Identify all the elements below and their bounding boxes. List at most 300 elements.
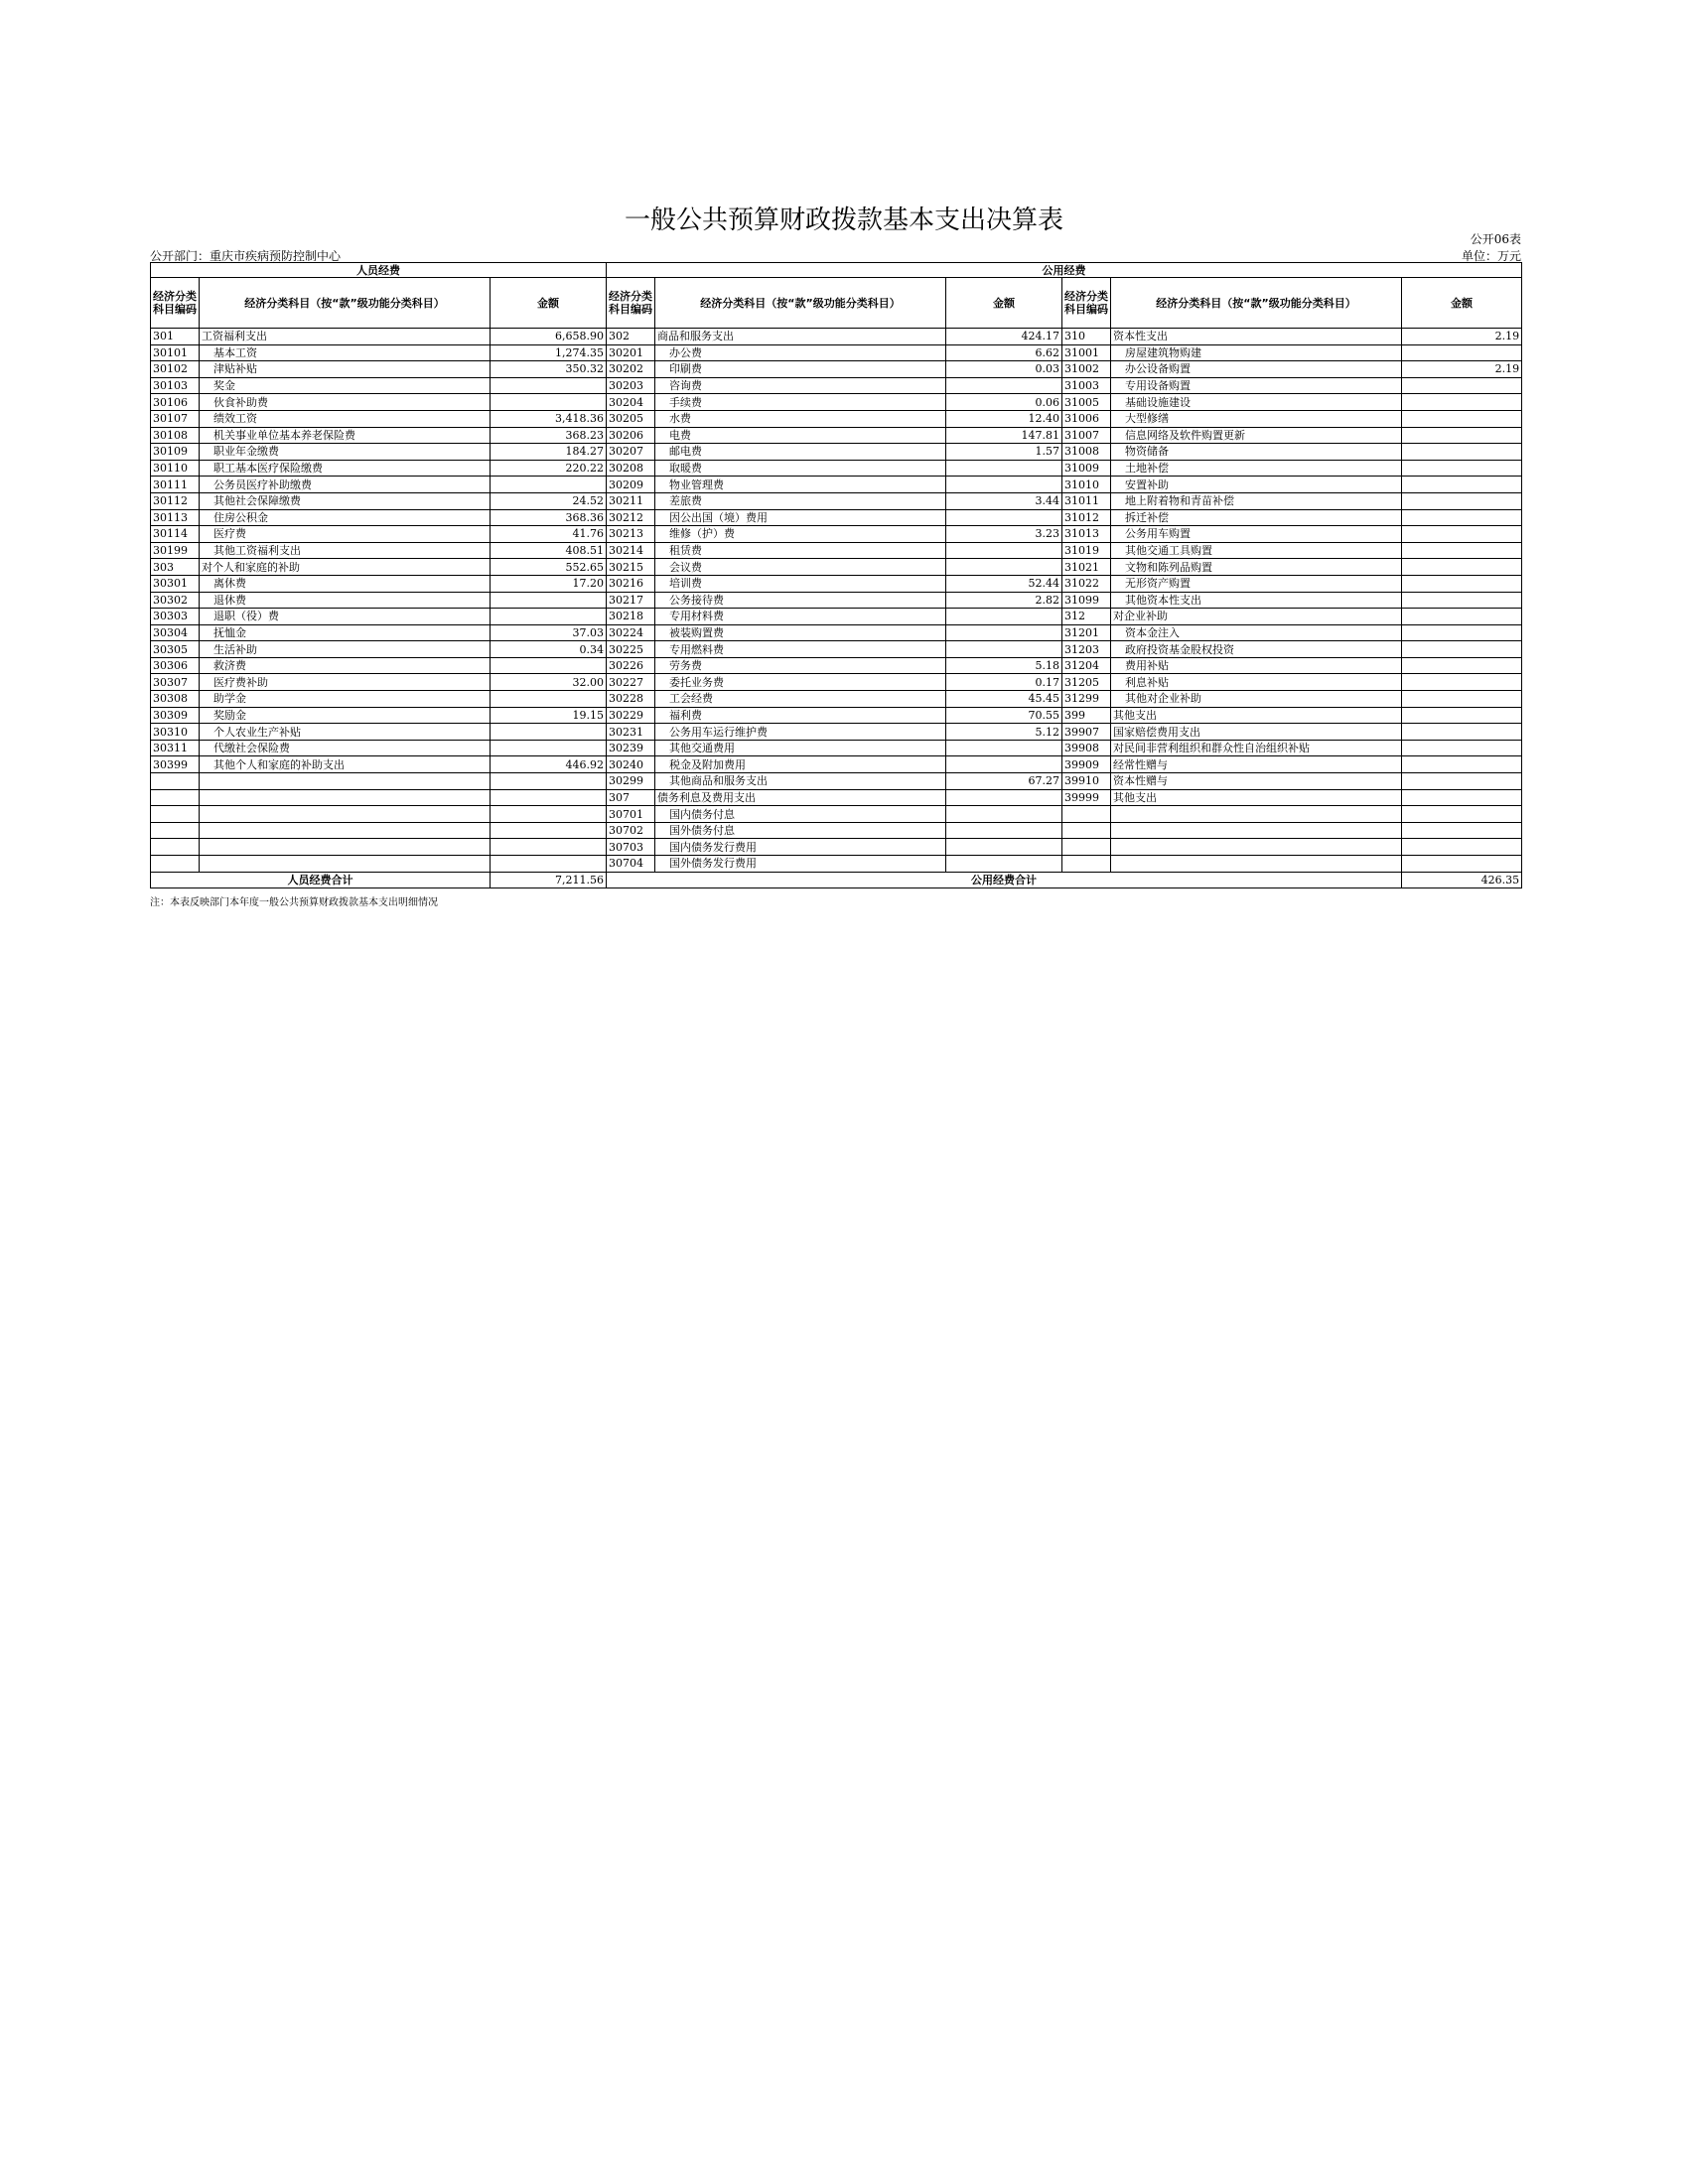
code-cell: 31201 xyxy=(1062,624,1111,641)
amount-cell: 6.62 xyxy=(946,344,1062,361)
table-row xyxy=(151,427,1522,444)
name-cell: 专用材料费 xyxy=(655,609,946,625)
name-cell: 职工基本医疗保险缴费 xyxy=(200,460,491,477)
code-cell xyxy=(151,806,200,823)
code-cell xyxy=(151,839,200,856)
name-cell: 住房公积金 xyxy=(200,509,491,526)
amount-cell: 32.00 xyxy=(491,674,607,691)
code-cell: 30228 xyxy=(607,691,655,708)
table-row xyxy=(151,575,1522,592)
amount-cell xyxy=(1402,641,1522,658)
amount-cell: 368.23 xyxy=(491,427,607,444)
name-cell: 信息网络及软件购置更新 xyxy=(1111,427,1402,444)
code-cell: 302 xyxy=(607,329,655,345)
code-cell: 30310 xyxy=(151,724,200,741)
amount-cell xyxy=(1402,575,1522,592)
amount-cell xyxy=(1402,756,1522,773)
code-cell: 30304 xyxy=(151,624,200,641)
name-cell: 代缴社会保险费 xyxy=(200,740,491,756)
name-cell: 国外债务发行费用 xyxy=(655,856,946,873)
name-cell: 取暖费 xyxy=(655,460,946,477)
code-cell: 30207 xyxy=(607,444,655,461)
name-cell: 资本性赠与 xyxy=(1111,773,1402,790)
amount-cell xyxy=(1402,624,1522,641)
code-cell: 30109 xyxy=(151,444,200,461)
name-cell: 退休费 xyxy=(200,592,491,609)
code-cell: 30113 xyxy=(151,509,200,526)
table-row xyxy=(151,509,1522,526)
amount-cell xyxy=(1402,377,1522,394)
code-cell: 30206 xyxy=(607,427,655,444)
code-cell: 30704 xyxy=(607,856,655,873)
table-row xyxy=(151,641,1522,658)
code-cell: 30213 xyxy=(607,526,655,543)
name-cell: 其他商品和服务支出 xyxy=(655,773,946,790)
name-cell: 地上附着物和青苗补偿 xyxy=(1111,492,1402,509)
code-cell: 30102 xyxy=(151,361,200,378)
code-cell: 31013 xyxy=(1062,526,1111,543)
code-cell xyxy=(1062,806,1111,823)
name-cell: 专用设备购置 xyxy=(1111,377,1402,394)
name-cell: 税金及附加费用 xyxy=(655,756,946,773)
code-cell: 30108 xyxy=(151,427,200,444)
code-cell: 30201 xyxy=(607,344,655,361)
name-cell xyxy=(1111,856,1402,873)
amount-cell xyxy=(1402,806,1522,823)
amount-cell xyxy=(1402,509,1522,526)
amount-cell: 147.81 xyxy=(946,427,1062,444)
name-cell: 会议费 xyxy=(655,559,946,576)
code-cell: 30101 xyxy=(151,344,200,361)
table-row xyxy=(151,822,1522,839)
name-cell: 房屋建筑物购建 xyxy=(1111,344,1402,361)
amount-cell: 45.45 xyxy=(946,691,1062,708)
table-row xyxy=(151,674,1522,691)
name-cell: 物业管理费 xyxy=(655,477,946,493)
code-cell: 30308 xyxy=(151,691,200,708)
code-cell xyxy=(1062,839,1111,856)
amount-cell xyxy=(491,477,607,493)
code-cell: 31099 xyxy=(1062,592,1111,609)
code-cell: 30299 xyxy=(607,773,655,790)
amount-cell: 2.19 xyxy=(1402,329,1522,345)
code-cell: 31001 xyxy=(1062,344,1111,361)
amount-cell xyxy=(491,806,607,823)
name-cell: 其他工资福利支出 xyxy=(200,542,491,559)
amount-cell xyxy=(1402,822,1522,839)
amount-cell: 0.03 xyxy=(946,361,1062,378)
name-cell: 其他交通费用 xyxy=(655,740,946,756)
code-cell xyxy=(151,822,200,839)
amount-cell: 0.34 xyxy=(491,641,607,658)
table-row xyxy=(151,856,1522,873)
code-cell: 30239 xyxy=(607,740,655,756)
table-row xyxy=(151,542,1522,559)
code-cell: 303 xyxy=(151,559,200,576)
name-cell: 工会经费 xyxy=(655,691,946,708)
name-cell: 其他交通工具购置 xyxy=(1111,542,1402,559)
code-cell: 30111 xyxy=(151,477,200,493)
name-cell: 对民间非营利组织和群众性自治组织补贴 xyxy=(1111,740,1402,756)
amount-cell: 0.06 xyxy=(946,394,1062,411)
name-cell: 机关事业单位基本养老保险费 xyxy=(200,427,491,444)
code-cell: 30302 xyxy=(151,592,200,609)
amount-cell xyxy=(946,756,1062,773)
name-cell: 其他资本性支出 xyxy=(1111,592,1402,609)
amount-cell: 70.55 xyxy=(946,707,1062,724)
amount-cell xyxy=(1402,344,1522,361)
amount-cell xyxy=(946,377,1062,394)
amount-cell xyxy=(1402,477,1522,493)
table-row xyxy=(151,707,1522,724)
code-cell: 31022 xyxy=(1062,575,1111,592)
amount-cell xyxy=(491,724,607,741)
col-amount-header: 金额 xyxy=(946,278,1062,329)
code-cell: 30199 xyxy=(151,542,200,559)
code-cell xyxy=(151,789,200,806)
amount-cell xyxy=(946,740,1062,756)
col-amount-header: 金额 xyxy=(1402,278,1522,329)
amount-cell xyxy=(1402,740,1522,756)
amount-cell xyxy=(1402,856,1522,873)
code-cell: 30214 xyxy=(607,542,655,559)
name-cell: 公务接待费 xyxy=(655,592,946,609)
amount-cell xyxy=(491,740,607,756)
code-cell: 39907 xyxy=(1062,724,1111,741)
amount-cell: 552.65 xyxy=(491,559,607,576)
name-cell: 其他支出 xyxy=(1111,789,1402,806)
name-cell: 专用燃料费 xyxy=(655,641,946,658)
table-body xyxy=(151,329,1522,873)
code-cell: 30216 xyxy=(607,575,655,592)
name-cell: 租赁费 xyxy=(655,542,946,559)
amount-cell xyxy=(1402,492,1522,509)
expenditure-table xyxy=(150,262,1522,888)
amount-cell xyxy=(946,609,1062,625)
name-cell: 因公出国（境）费用 xyxy=(655,509,946,526)
code-cell: 30205 xyxy=(607,410,655,427)
amount-cell xyxy=(491,822,607,839)
name-cell: 大型修缮 xyxy=(1111,410,1402,427)
amount-cell: 1,274.35 xyxy=(491,344,607,361)
name-cell: 国内债务付息 xyxy=(655,806,946,823)
name-cell xyxy=(200,789,491,806)
code-cell: 30301 xyxy=(151,575,200,592)
name-cell: 其他个人和家庭的补助支出 xyxy=(200,756,491,773)
amount-cell: 24.52 xyxy=(491,492,607,509)
col-code-header: 经济分类科目编码 xyxy=(607,278,655,329)
name-cell: 无形资产购置 xyxy=(1111,575,1402,592)
amount-cell xyxy=(491,592,607,609)
name-cell: 其他对企业补助 xyxy=(1111,691,1402,708)
code-cell: 307 xyxy=(607,789,655,806)
code-cell: 31007 xyxy=(1062,427,1111,444)
amount-cell: 2.82 xyxy=(946,592,1062,609)
amount-cell xyxy=(1402,839,1522,856)
code-cell: 31205 xyxy=(1062,674,1111,691)
name-cell: 基础设施建设 xyxy=(1111,394,1402,411)
amount-cell: 37.03 xyxy=(491,624,607,641)
name-cell: 邮电费 xyxy=(655,444,946,461)
name-cell xyxy=(1111,806,1402,823)
code-cell: 30231 xyxy=(607,724,655,741)
amount-cell: 350.32 xyxy=(491,361,607,378)
amount-cell: 17.20 xyxy=(491,575,607,592)
code-cell: 30114 xyxy=(151,526,200,543)
code-cell: 30107 xyxy=(151,410,200,427)
amount-cell xyxy=(491,839,607,856)
amount-cell xyxy=(491,394,607,411)
total-personnel-value: 7,211.56 xyxy=(491,872,607,888)
amount-cell xyxy=(491,609,607,625)
table-row xyxy=(151,756,1522,773)
amount-cell: 424.17 xyxy=(946,329,1062,345)
name-cell: 国家赔偿费用支出 xyxy=(1111,724,1402,741)
name-cell: 医疗费补助 xyxy=(200,674,491,691)
amount-cell xyxy=(1402,410,1522,427)
amount-cell xyxy=(491,856,607,873)
name-cell: 公务用车购置 xyxy=(1111,526,1402,543)
section-personnel-header: 人员经费 xyxy=(151,263,607,278)
table-row xyxy=(151,609,1522,625)
amount-cell xyxy=(491,789,607,806)
amount-cell xyxy=(1402,691,1522,708)
amount-cell: 6,658.90 xyxy=(491,329,607,345)
table-row xyxy=(151,526,1522,543)
amount-cell xyxy=(1402,657,1522,674)
code-cell xyxy=(1062,856,1111,873)
code-cell: 30211 xyxy=(607,492,655,509)
name-cell: 医疗费 xyxy=(200,526,491,543)
name-cell: 费用补贴 xyxy=(1111,657,1402,674)
name-cell: 福利费 xyxy=(655,707,946,724)
name-cell: 对个人和家庭的补助 xyxy=(200,559,491,576)
unit-label: 单位：万元 xyxy=(1461,249,1521,263)
code-cell: 30306 xyxy=(151,657,200,674)
code-cell: 30307 xyxy=(151,674,200,691)
name-cell: 劳务费 xyxy=(655,657,946,674)
name-cell: 手续费 xyxy=(655,394,946,411)
name-cell: 安置补助 xyxy=(1111,477,1402,493)
total-public-label: 公用经费合计 xyxy=(607,872,1402,888)
name-cell: 物资储备 xyxy=(1111,444,1402,461)
name-cell: 拆迁补偿 xyxy=(1111,509,1402,526)
col-code-header: 经济分类科目编码 xyxy=(151,278,200,329)
name-cell: 其他社会保障缴费 xyxy=(200,492,491,509)
name-cell: 水费 xyxy=(655,410,946,427)
code-cell: 30204 xyxy=(607,394,655,411)
table-row xyxy=(151,592,1522,609)
amount-cell: 41.76 xyxy=(491,526,607,543)
code-cell xyxy=(151,856,200,873)
name-cell: 被装购置费 xyxy=(655,624,946,641)
name-cell: 咨询费 xyxy=(655,377,946,394)
code-cell: 30103 xyxy=(151,377,200,394)
table-row xyxy=(151,361,1522,378)
amount-cell xyxy=(946,839,1062,856)
code-cell: 31203 xyxy=(1062,641,1111,658)
col-name-header: 经济分类科目（按“款”级功能分类科目） xyxy=(1111,278,1402,329)
amount-cell: 5.18 xyxy=(946,657,1062,674)
table-row xyxy=(151,492,1522,509)
code-cell: 31003 xyxy=(1062,377,1111,394)
name-cell: 退职（役）费 xyxy=(200,609,491,625)
code-cell: 31012 xyxy=(1062,509,1111,526)
table-row xyxy=(151,477,1522,493)
name-cell: 绩效工资 xyxy=(200,410,491,427)
amount-cell xyxy=(946,542,1062,559)
code-cell: 30208 xyxy=(607,460,655,477)
table-row xyxy=(151,773,1522,790)
amount-cell: 3,418.36 xyxy=(491,410,607,427)
code-cell: 31008 xyxy=(1062,444,1111,461)
code-cell: 30215 xyxy=(607,559,655,576)
name-cell: 差旅费 xyxy=(655,492,946,509)
code-cell: 31204 xyxy=(1062,657,1111,674)
amount-cell xyxy=(491,657,607,674)
name-cell: 个人农业生产补贴 xyxy=(200,724,491,741)
name-cell: 对企业补助 xyxy=(1111,609,1402,625)
table-row xyxy=(151,806,1522,823)
amount-cell xyxy=(1402,707,1522,724)
amount-cell xyxy=(946,806,1062,823)
code-cell: 39908 xyxy=(1062,740,1111,756)
amount-cell xyxy=(946,856,1062,873)
footnote: 注：本表反映部门本年度一般公共预算财政拨款基本支出明细情况 xyxy=(150,897,438,908)
table-row xyxy=(151,839,1522,856)
name-cell xyxy=(200,773,491,790)
name-cell: 国内债务发行费用 xyxy=(655,839,946,856)
name-cell xyxy=(1111,839,1402,856)
name-cell: 救济费 xyxy=(200,657,491,674)
code-cell: 30229 xyxy=(607,707,655,724)
amount-cell: 52.44 xyxy=(946,575,1062,592)
table-row xyxy=(151,691,1522,708)
amount-cell: 3.44 xyxy=(946,492,1062,509)
amount-cell xyxy=(946,789,1062,806)
code-cell: 30106 xyxy=(151,394,200,411)
code-cell: 30311 xyxy=(151,740,200,756)
amount-cell xyxy=(946,460,1062,477)
code-cell: 31002 xyxy=(1062,361,1111,378)
table-row xyxy=(151,444,1522,461)
code-cell: 30701 xyxy=(607,806,655,823)
code-cell: 310 xyxy=(1062,329,1111,345)
code-cell: 30112 xyxy=(151,492,200,509)
code-cell: 30209 xyxy=(607,477,655,493)
table-row xyxy=(151,377,1522,394)
amount-cell xyxy=(1402,526,1522,543)
code-cell: 30203 xyxy=(607,377,655,394)
amount-cell xyxy=(946,559,1062,576)
name-cell: 培训费 xyxy=(655,575,946,592)
code-cell: 30224 xyxy=(607,624,655,641)
name-cell: 工资福利支出 xyxy=(200,329,491,345)
code-cell: 30703 xyxy=(607,839,655,856)
code-cell: 31019 xyxy=(1062,542,1111,559)
table-row xyxy=(151,460,1522,477)
name-cell xyxy=(200,839,491,856)
name-cell: 印刷费 xyxy=(655,361,946,378)
amount-cell: 368.36 xyxy=(491,509,607,526)
name-cell xyxy=(200,856,491,873)
name-cell: 公务用车运行维护费 xyxy=(655,724,946,741)
col-name-header: 经济分类科目（按“款”级功能分类科目） xyxy=(655,278,946,329)
amount-cell xyxy=(1402,444,1522,461)
amount-cell xyxy=(491,773,607,790)
name-cell: 商品和服务支出 xyxy=(655,329,946,345)
code-cell: 30227 xyxy=(607,674,655,691)
table-row xyxy=(151,657,1522,674)
code-cell: 30110 xyxy=(151,460,200,477)
col-code-header: 经济分类科目编码 xyxy=(1062,278,1111,329)
table-row xyxy=(151,394,1522,411)
amount-cell: 3.23 xyxy=(946,526,1062,543)
name-cell: 职业年金缴费 xyxy=(200,444,491,461)
code-cell: 31299 xyxy=(1062,691,1111,708)
code-cell: 301 xyxy=(151,329,200,345)
name-cell: 经常性赠与 xyxy=(1111,756,1402,773)
amount-cell: 184.27 xyxy=(491,444,607,461)
amount-cell: 12.40 xyxy=(946,410,1062,427)
code-cell: 39909 xyxy=(1062,756,1111,773)
name-cell: 助学金 xyxy=(200,691,491,708)
code-cell: 30212 xyxy=(607,509,655,526)
amount-cell xyxy=(946,624,1062,641)
code-cell: 30240 xyxy=(607,756,655,773)
amount-cell xyxy=(946,477,1062,493)
code-cell: 31009 xyxy=(1062,460,1111,477)
form-number: 公开06表 xyxy=(1470,232,1521,246)
amount-cell xyxy=(1402,724,1522,741)
name-cell: 伙食补助费 xyxy=(200,394,491,411)
amount-cell xyxy=(491,377,607,394)
name-cell: 其他支出 xyxy=(1111,707,1402,724)
name-cell: 办公费 xyxy=(655,344,946,361)
name-cell: 奖金 xyxy=(200,377,491,394)
name-cell: 奖励金 xyxy=(200,707,491,724)
table-row xyxy=(151,410,1522,427)
amount-cell xyxy=(1402,460,1522,477)
amount-cell xyxy=(1402,394,1522,411)
name-cell: 离休费 xyxy=(200,575,491,592)
name-cell: 津贴补贴 xyxy=(200,361,491,378)
total-personnel-label: 人员经费合计 xyxy=(151,872,491,888)
code-cell: 31005 xyxy=(1062,394,1111,411)
amount-cell: 5.12 xyxy=(946,724,1062,741)
table-row xyxy=(151,559,1522,576)
amount-cell xyxy=(1402,674,1522,691)
code-cell: 30309 xyxy=(151,707,200,724)
amount-cell: 408.51 xyxy=(491,542,607,559)
code-cell: 30226 xyxy=(607,657,655,674)
amount-cell xyxy=(491,691,607,708)
amount-cell: 67.27 xyxy=(946,773,1062,790)
name-cell: 基本工资 xyxy=(200,344,491,361)
name-cell: 文物和陈列品购置 xyxy=(1111,559,1402,576)
name-cell: 电费 xyxy=(655,427,946,444)
amount-cell: 446.92 xyxy=(491,756,607,773)
code-cell: 31011 xyxy=(1062,492,1111,509)
amount-cell xyxy=(946,641,1062,658)
code-cell: 30399 xyxy=(151,756,200,773)
code-cell: 39999 xyxy=(1062,789,1111,806)
col-amount-header: 金额 xyxy=(491,278,607,329)
col-name-header: 经济分类科目（按“款”级功能分类科目） xyxy=(200,278,491,329)
code-cell: 31006 xyxy=(1062,410,1111,427)
name-cell: 生活补助 xyxy=(200,641,491,658)
code-cell xyxy=(1062,822,1111,839)
